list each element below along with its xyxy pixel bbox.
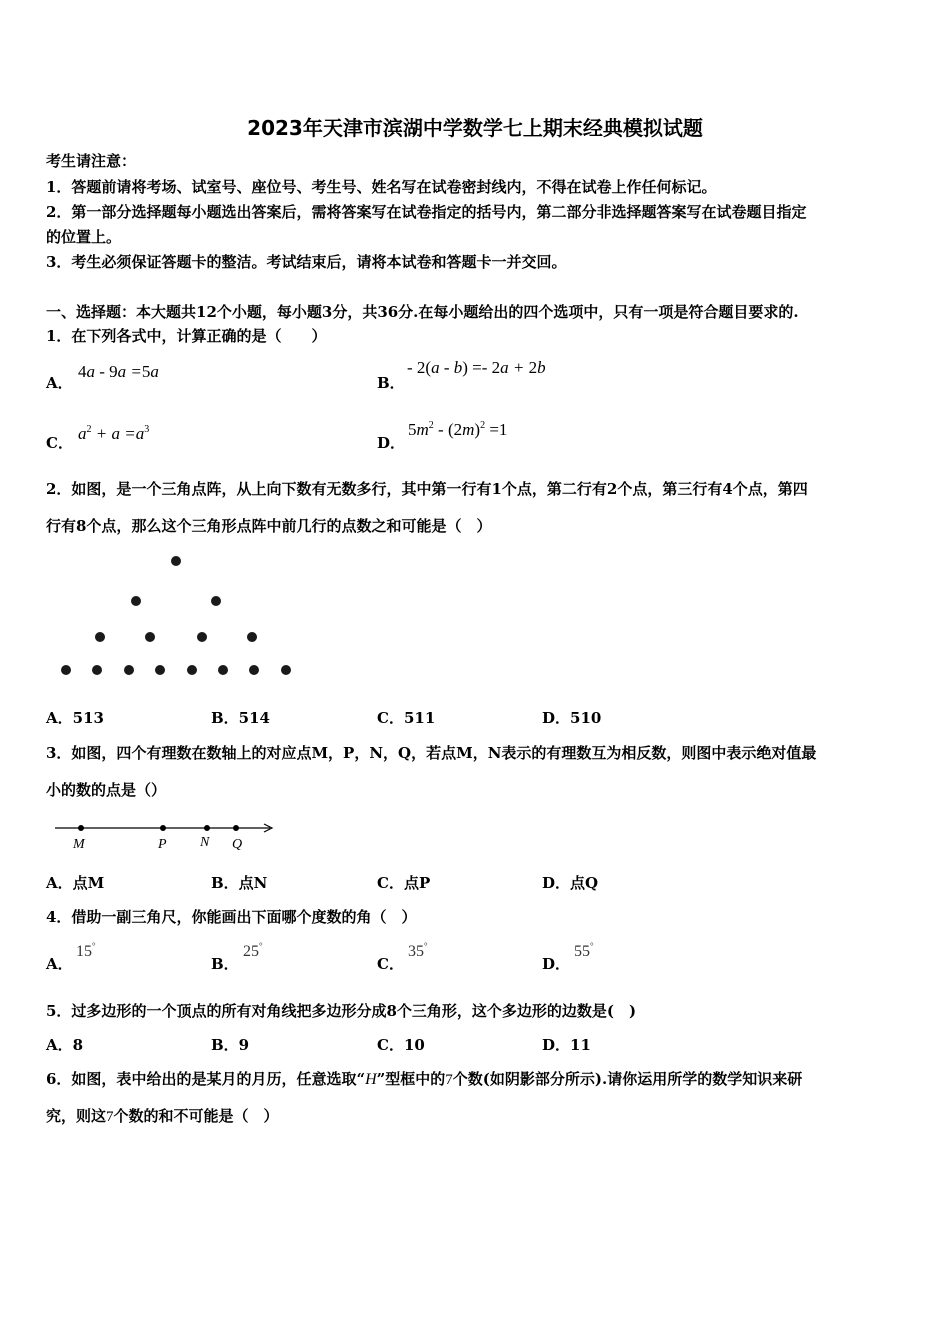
question-5-stem: 5．过多边形的一个顶点的所有对角线把多边形分成8个三角形，这个多边形的边数是( ) xyxy=(46,1002,637,1020)
question-1-stem: 1．在下列各式中，计算正确的是（ ） xyxy=(46,327,327,345)
notice-item: 2．第一部分选择题每小题选出答案后，需将答案写在试卷指定的括号内，第二部分非选择题答案写在试卷题目指定 xyxy=(46,203,807,221)
lattice-dot xyxy=(187,665,197,675)
angle-value-b: 25° xyxy=(243,941,263,960)
question-3-stem: 小的数的点是（） xyxy=(46,781,167,799)
option-b: B．9 xyxy=(211,1036,250,1054)
option-label-d: D． xyxy=(377,434,406,452)
option-d: D．点Q xyxy=(542,874,599,892)
lattice-dot xyxy=(281,665,291,675)
lattice-dot xyxy=(171,556,181,566)
notice-item: 1．答题前请将考场、试室号、座位号、考生号、姓名写在试卷密封线内，不得在试卷上作任何标记。 xyxy=(46,178,717,196)
lattice-dot xyxy=(249,665,259,675)
point-q xyxy=(233,825,239,831)
label-n: N xyxy=(200,835,210,850)
option-c: C．511 xyxy=(377,709,436,727)
option-b: B．514 xyxy=(211,709,270,727)
angle-value-d: 55° xyxy=(574,941,594,960)
option-label-c: C． xyxy=(46,434,73,452)
number-line xyxy=(50,815,280,855)
option-d: D．11 xyxy=(542,1036,591,1054)
option-a: A．8 xyxy=(46,1036,84,1054)
lattice-dot xyxy=(145,632,155,642)
option-label-c: C． xyxy=(377,955,404,973)
question-3-stem: 3．如图，四个有理数在数轴上的对应点M，P，N，Q，若点M，N表示的有理数互为相反数，则图中表示绝对值最 xyxy=(46,744,817,762)
question-4-stem: 4．借助一副三角尺，你能画出下面哪个度数的角（ ） xyxy=(46,908,417,926)
option-label-d: D． xyxy=(542,955,571,973)
angle-value-a: 15° xyxy=(76,941,96,960)
point-p xyxy=(160,825,166,831)
option-label-a: A． xyxy=(46,955,73,973)
question-2-stem: 2．如图，是一个三角点阵，从上向下数有无数多行，其中第一行有1个点，第二行有2个点，第三行有4个点，第四 xyxy=(46,480,808,498)
formula-b: - 2(a - b) =- 2a + 2b xyxy=(407,358,546,377)
option-c: C．10 xyxy=(377,1036,425,1054)
option-d: D．510 xyxy=(542,709,602,727)
label-p: P xyxy=(158,837,167,852)
section-heading: 一、选择题：本大题共12个小题，每小题3分，共36分.在每小题给出的四个选项中，只有一项是符合题目要求的. xyxy=(46,303,799,321)
question-6-stem: 6．如图，表中给出的是某月的月历，任意选取“H”型框中的7个数(如阴影部分所示).请你运用所学的数学知识来研 xyxy=(46,1070,803,1088)
formula-d: $5m^2 - (2m)^2 =1$ xyxy=(408,420,508,439)
lattice-dot xyxy=(61,665,71,675)
question-2-stem: 行有8个点，那么这个三角形点阵中前几行的点数之和可能是（ ） xyxy=(46,517,492,535)
formula-c: $a^2 + a =a^3$ xyxy=(78,424,150,443)
label-m: M xyxy=(73,837,85,852)
option-c: C．点P xyxy=(377,874,431,892)
lattice-dot xyxy=(247,632,257,642)
lattice-dot xyxy=(124,665,134,675)
point-n xyxy=(204,825,210,831)
lattice-dot xyxy=(197,632,207,642)
point-m xyxy=(78,825,84,831)
notice-item: 3．考生必须保证答题卡的整洁。考试结束后，请将本试卷和答题卡一并交回。 xyxy=(46,253,567,271)
option-label-b: B． xyxy=(211,955,239,973)
formula-a: 4a - 9a =5a xyxy=(78,362,159,381)
lattice-dot xyxy=(131,596,141,606)
option-b: B．点N xyxy=(211,874,268,892)
notice-item: 的位置上。 xyxy=(46,228,122,246)
label-q: Q xyxy=(232,837,243,852)
page-title: 2023年天津市滨湖中学数学七上期末经典模拟试题 xyxy=(247,116,703,140)
lattice-dot xyxy=(218,665,228,675)
option-a: A．点M xyxy=(46,874,105,892)
lattice-dot xyxy=(155,665,165,675)
angle-value-c: 35° xyxy=(408,941,428,960)
notice-heading: 考生请注意： xyxy=(46,152,137,170)
option-a: A．513 xyxy=(46,709,104,727)
question-6-stem: 究，则这7个数的和不可能是（ ） xyxy=(46,1107,279,1125)
lattice-dot xyxy=(95,632,105,642)
lattice-dot xyxy=(92,665,102,675)
option-label-a: A． xyxy=(46,374,73,392)
lattice-dot xyxy=(211,596,221,606)
option-label-b: B． xyxy=(377,374,405,392)
